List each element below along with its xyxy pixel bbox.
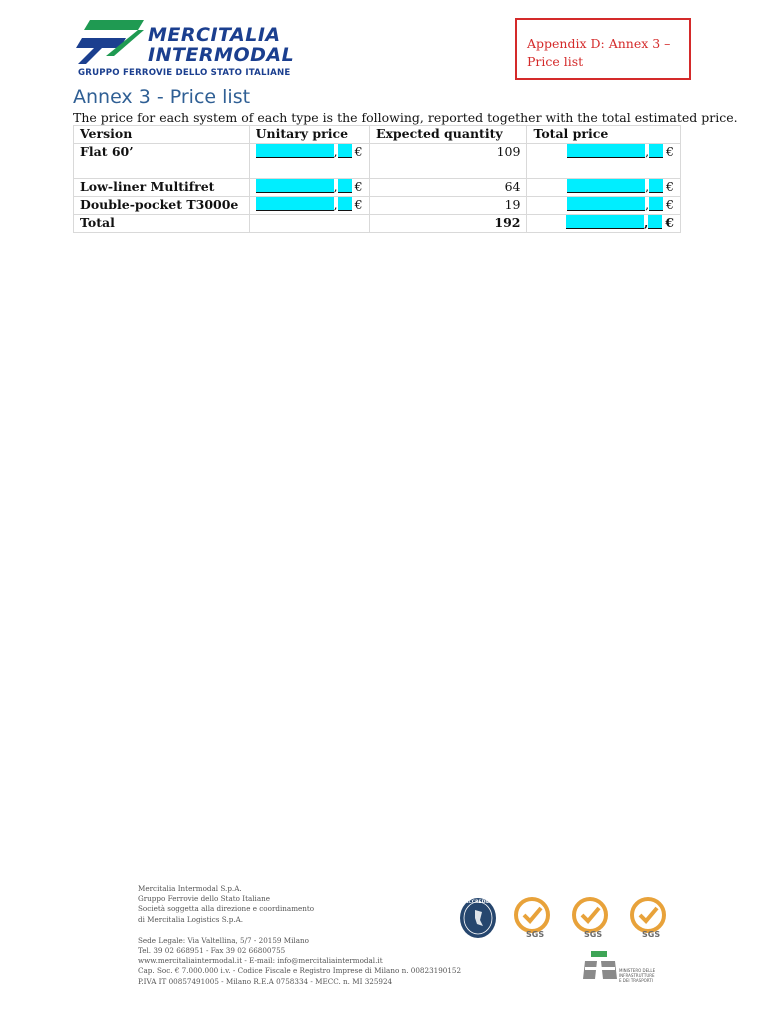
total-price-integer-field[interactable] bbox=[567, 179, 645, 193]
ministry-mark-line: INFRASTRUTTURE bbox=[619, 973, 655, 978]
table-row bbox=[74, 144, 681, 179]
sgs-label: SGS bbox=[642, 930, 661, 939]
decimal-separator: , bbox=[333, 197, 338, 212]
unit-price-decimal-field[interactable] bbox=[338, 197, 352, 211]
unit-price-cell bbox=[249, 197, 369, 215]
footer-line: Tel. 39 02 668951 - Fax 39 02 66800755 bbox=[138, 946, 286, 956]
total-price-cell bbox=[527, 179, 681, 197]
footer-line: Gruppo Ferrovie dello Stato Italiane bbox=[138, 894, 271, 904]
unit-price-integer-field[interactable] bbox=[256, 197, 334, 211]
total-price-integer-field[interactable] bbox=[567, 144, 645, 158]
decimal-separator: , bbox=[333, 179, 338, 194]
total-quantity: 192 bbox=[369, 215, 527, 233]
row-version: Low-liner Multifret bbox=[74, 179, 250, 197]
logo-line-2: INTERMODAL bbox=[148, 44, 295, 66]
total-price-decimal-field[interactable] bbox=[649, 179, 663, 193]
sgs-label: SGS bbox=[584, 930, 603, 939]
footer-line: Società soggetta alla direzione e coordinamento bbox=[138, 904, 315, 914]
header-expected-quantity: Expected quantity bbox=[369, 126, 527, 144]
appendix-line-1: Appendix D: Annex 3 – bbox=[527, 36, 671, 51]
unit-price-integer-field[interactable] bbox=[256, 144, 334, 158]
unit-price-decimal-field[interactable] bbox=[338, 179, 352, 193]
total-price-decimal-field[interactable] bbox=[649, 144, 663, 158]
footer-line: Mercitalia Intermodal S.p.A. bbox=[138, 884, 242, 893]
currency-symbol: € bbox=[354, 144, 363, 159]
sgs-certification-icon bbox=[626, 897, 672, 945]
sgs-label: SGS bbox=[526, 930, 545, 939]
decimal-separator: , bbox=[645, 144, 650, 159]
decimal-separator: , bbox=[333, 144, 338, 159]
decimal-separator: , bbox=[645, 179, 650, 194]
accredia-seal-icon bbox=[458, 896, 498, 944]
page-title: Annex 3 - Price list bbox=[73, 86, 251, 108]
total-price-cell bbox=[527, 197, 681, 215]
expected-quantity: 109 bbox=[369, 144, 527, 179]
unit-price-decimal-field[interactable] bbox=[338, 144, 352, 158]
currency-symbol: € bbox=[666, 197, 674, 212]
header-total-price: Total price bbox=[527, 126, 681, 144]
unit-price-cell bbox=[249, 179, 369, 197]
ministry-mark-line: E DEI TRASPORTI bbox=[619, 978, 653, 983]
sgs-certification-icon bbox=[510, 897, 556, 945]
currency-symbol: € bbox=[354, 179, 363, 194]
row-version: Flat 60’ bbox=[74, 144, 250, 179]
grand-total-integer-field[interactable] bbox=[566, 215, 644, 229]
table-row bbox=[74, 179, 681, 197]
table-header-row bbox=[74, 126, 681, 144]
logo-line-1: MERCITALIA bbox=[148, 24, 281, 46]
decimal-separator: , bbox=[645, 197, 650, 212]
intro-text: The price for each system of each type is the following, reported together with the total estimated price. bbox=[73, 110, 738, 125]
logo-subtitle: GRUPPO FERROVIE DELLO STATO ITALIANE bbox=[78, 68, 291, 78]
sgs-certification-icon bbox=[568, 897, 614, 945]
accredia-label: ACCREDIA bbox=[465, 900, 491, 905]
currency-symbol: € bbox=[666, 179, 674, 194]
grand-total-decimal-field[interactable] bbox=[648, 215, 662, 229]
appendix-line-2: Price list bbox=[527, 54, 584, 69]
header-unitary-price: Unitary price bbox=[249, 126, 369, 144]
table-row bbox=[74, 197, 681, 215]
total-price-decimal-field[interactable] bbox=[649, 197, 663, 211]
currency-symbol: € bbox=[665, 215, 674, 230]
expected-quantity: 19 bbox=[369, 197, 527, 215]
total-price-integer-field[interactable] bbox=[567, 197, 645, 211]
appendix-box bbox=[515, 18, 691, 80]
unit-price-cell bbox=[249, 144, 369, 179]
unit-price-integer-field[interactable] bbox=[256, 179, 334, 193]
empty-cell bbox=[249, 215, 369, 233]
currency-symbol: € bbox=[354, 197, 363, 212]
decimal-separator: , bbox=[643, 215, 649, 230]
table-total-row bbox=[74, 215, 681, 233]
company-logo bbox=[76, 16, 306, 80]
total-label: Total bbox=[74, 215, 250, 233]
currency-symbol: € bbox=[666, 144, 674, 159]
ministry-mark-text bbox=[619, 968, 655, 983]
footer-line: di Mercitalia Logistics S.p.A. bbox=[138, 914, 244, 924]
footer-line: P.IVA IT 00857491005 - Milano R.E.A 0758334 - MECC. n. MI 325924 bbox=[138, 976, 393, 986]
price-table bbox=[73, 125, 681, 233]
total-price-cell bbox=[527, 144, 681, 179]
footer-line: Cap. Soc. € 7.000.000 i.v. - Codice Fiscale e Registro Imprese di Milano n. 00823190152 bbox=[138, 966, 462, 976]
row-version: Double-pocket T3000e bbox=[74, 197, 250, 215]
header-version: Version bbox=[74, 126, 250, 144]
ministry-transport-mark-icon bbox=[583, 951, 678, 983]
expected-quantity: 64 bbox=[369, 179, 527, 197]
ministry-mark-line: MINISTERO DELLE bbox=[619, 968, 656, 973]
grand-total-cell bbox=[527, 215, 681, 233]
fs-logo-icon bbox=[76, 16, 146, 66]
footer-line: Sede Legale: Via Valtellina, 5/7 - 20159 Milano bbox=[138, 935, 309, 945]
footer-line: www.mercitaliaintermodal.it - E-mail: info@mercitaliaintermodal.it bbox=[138, 956, 383, 966]
footer-text bbox=[138, 884, 461, 987]
